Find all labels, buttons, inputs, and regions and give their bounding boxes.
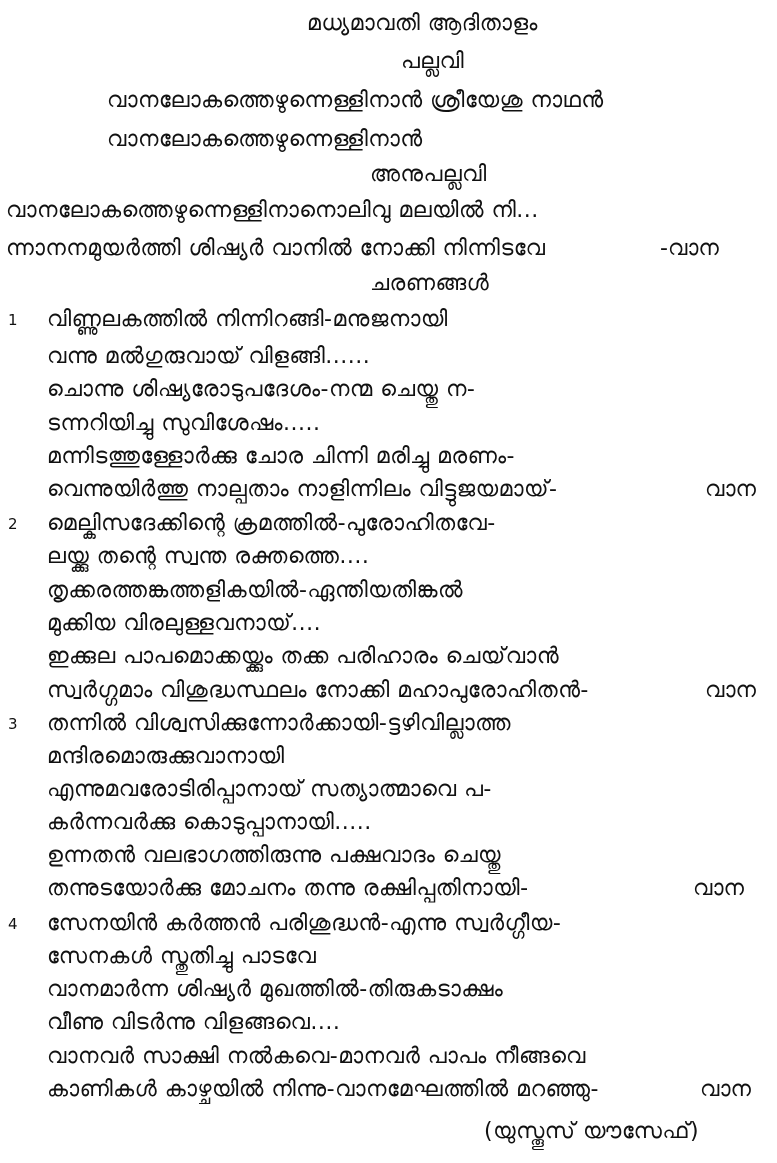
- charanam-line: മന്നിടത്തുള്ളോർക്കു ചോര ചിന്നി മരിച്ചു മരണം-: [47, 444, 515, 469]
- charanam-line: സ്വർഗ്ഗമാം വിശുദ്ധസ്ഥലം നോക്കി മഹാപുരോഹിതൻ-: [47, 678, 589, 703]
- anupallavi-line: ന്നാനനമുയർത്തി ശിഷ്യർ വാനിൽ നോക്കി നിന്നിടവേ: [6, 236, 546, 261]
- charanam-line: വാനമാർന്ന ശിഷ്യർ മുഖത്തിൽ-തിരുകടാക്ഷം: [47, 977, 504, 1002]
- charanam-line: വിണ്ണുലകത്തിൽ നിന്നിറങ്ങി-മനുജനായി: [47, 307, 448, 332]
- charanam-line: തന്നിൽ വിശ്വസിക്കുന്നോർക്കായി-ട്ടഴിവില്ലാത്ത: [47, 711, 511, 736]
- charanam-line: തന്നുടയോർക്കു മോചനം തന്നു രക്ഷിപ്പതിനായി-: [47, 876, 529, 901]
- charanam-line: വന്നു മൽഗുരുവായ് വിളങ്ങി......: [47, 344, 371, 369]
- charanam-line: ലയ്ക്കു തന്റെ സ്വന്ത രക്തത്തെ....: [47, 544, 370, 569]
- charanam-line: ഇക്കുല പാപമൊക്കയ്ക്കും തക്ക പരിഹാരം ചെയ്‌വാൻ: [47, 644, 560, 669]
- charanam-line: മുക്കിയ വിരലുള്ളവനായ്....: [47, 611, 322, 636]
- refrain-marker: വാന: [700, 1077, 751, 1102]
- charanam-line: തൃക്കരത്തങ്കത്തളികയിൽ-ഏന്തിയതിങ്കൽ: [47, 578, 464, 603]
- charanam-number: 1: [8, 311, 18, 329]
- charanam-line: കാണികൾ കാഴ്ചയിൽ നിന്നു-വാനമേഘത്തിൽ മറഞ്ഞു-: [47, 1077, 599, 1102]
- pallavi-heading: പല്ലവി: [401, 49, 465, 74]
- charanam-line: ചൊന്നു ശിഷ്യരോടുപദേശം-നന്മ ചെയ്തു ന-: [47, 377, 476, 402]
- pallavi-line: വാനലോകത്തെഴുന്നെള്ളിനാൻ: [107, 127, 423, 152]
- charanam-line: വെന്നുയിർത്തു നാല്പതാം നാളിന്നിലം വിട്ടുജയമായ്-: [47, 477, 558, 502]
- charanam-number: 3: [8, 715, 18, 733]
- charanam-line: ടന്നറിയിച്ചു സുവിശേഷം.....: [47, 411, 321, 436]
- anupallavi-heading: അനുപല്ലവി: [370, 162, 487, 187]
- charanam-line: മന്ദിരമൊരുക്കുവാനായി: [47, 744, 285, 769]
- charanam-line: വീണു വിടർന്നു വിളങ്ങവെ....: [47, 1010, 341, 1035]
- pallavi-line: വാനലോകത്തെഴുന്നെള്ളിനാൻ ശ്രീയേശു നാഥൻ: [107, 88, 604, 113]
- charanam-number: 4: [8, 915, 18, 933]
- charanam-number: 2: [8, 515, 18, 533]
- refrain-marker: -വാന: [660, 236, 719, 261]
- charanam-line: കർന്നവർക്കു കൊടുപ്പാനായി.....: [47, 810, 372, 835]
- raga-tala-heading: മധ്യമാവതി ആദിതാളം: [307, 11, 538, 36]
- charanam-line: ഉന്നതൻ വലഭാഗത്തിരുന്നു പക്ഷവാദം ചെയ്തു: [47, 843, 501, 868]
- anupallavi-line: വാനലോകത്തെഴുന്നെള്ളിനാനൊലിവു മലയിൽ നി...: [6, 198, 539, 223]
- refrain-marker: വാന: [693, 876, 744, 901]
- refrain-marker: വാന: [705, 678, 756, 703]
- author-credit: (യുസ്തൂസ് യൗസേഫ്): [484, 1119, 700, 1144]
- refrain-marker: വാന: [705, 477, 756, 502]
- charanam-line: സേനയിൻ കർത്തൻ പരിശുദ്ധൻ-എന്നു സ്വർഗ്ഗീയ-: [47, 911, 562, 936]
- charanam-line: സേനകൾ സ്തുതിച്ചു പാടവേ: [47, 944, 317, 969]
- charanam-line: എന്നുമവരോടിരിപ്പാനായ് സത്യാത്മാവെ പ-: [47, 777, 492, 802]
- charanam-heading: ചരണങ്ങൾ: [370, 271, 490, 296]
- charanam-line: വാനവർ സാക്ഷി നൽകവെ-മാനവർ പാപം നീങ്ങവെ: [47, 1044, 586, 1069]
- charanam-line: മെല്കിസദേക്കിന്റെ ക്രമത്തിൽ-പുരോഹിതവേ-: [47, 511, 496, 536]
